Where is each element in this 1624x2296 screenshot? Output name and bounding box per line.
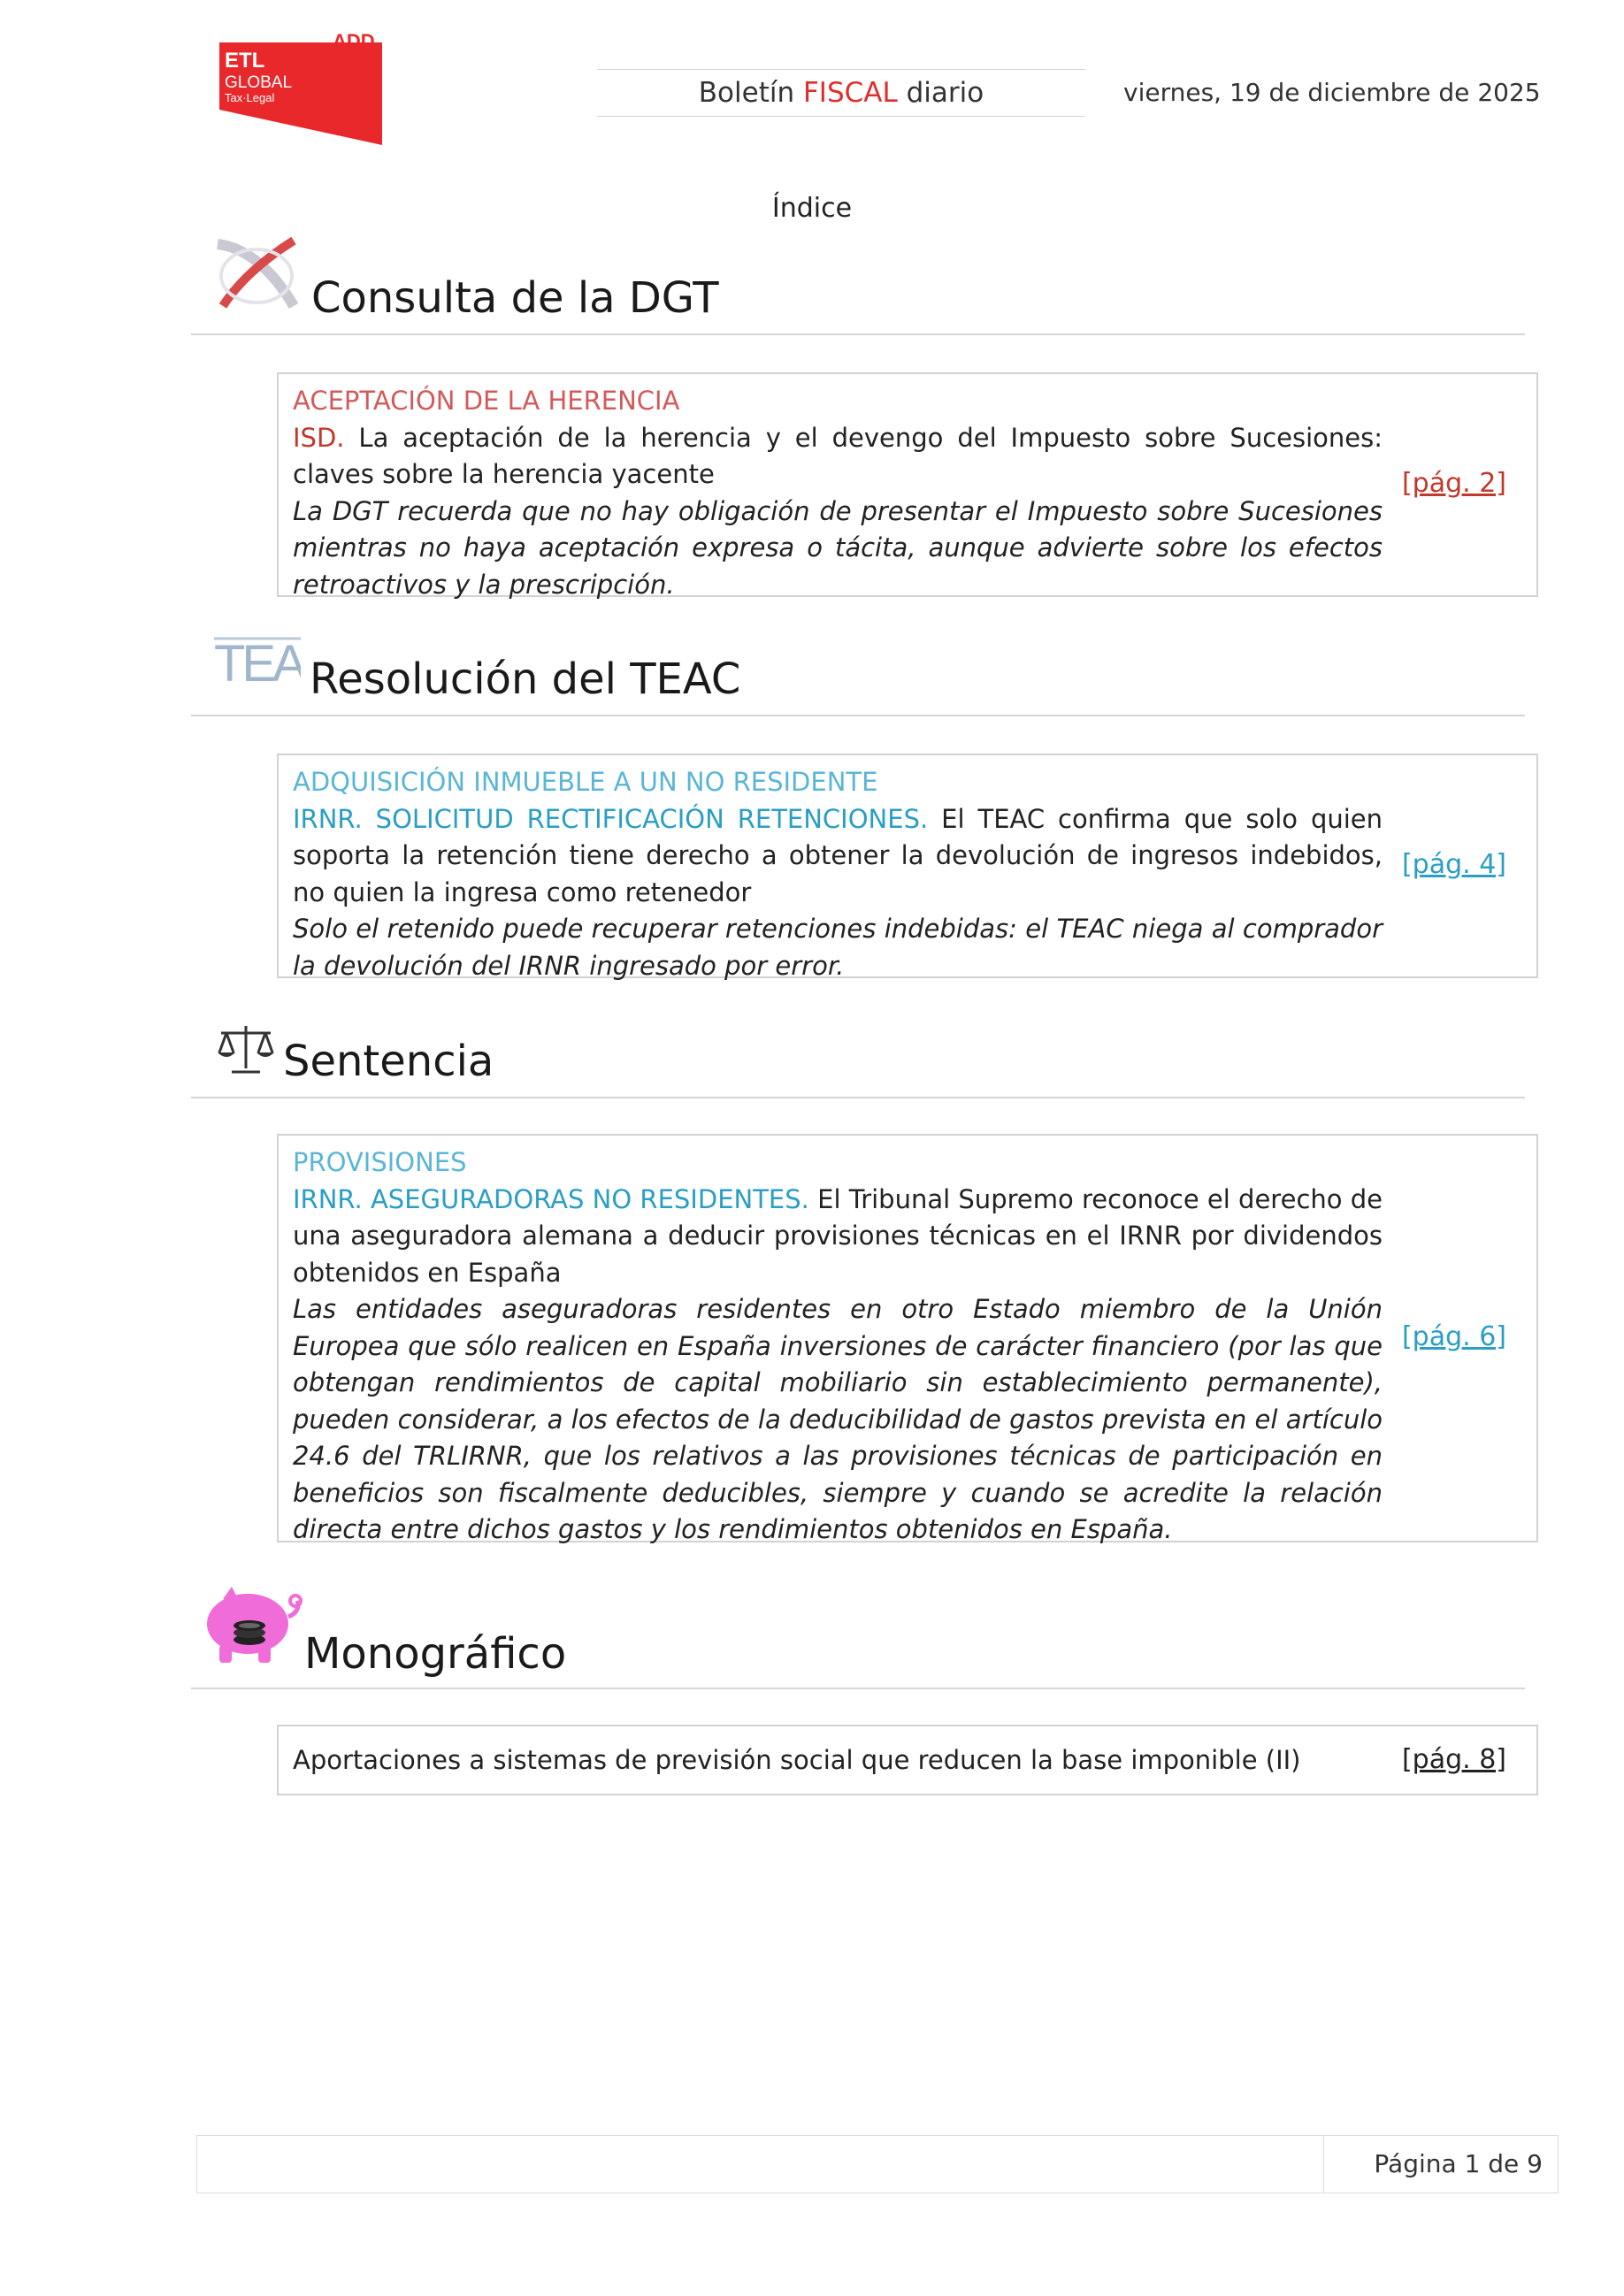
svg-text:ADD: ADD <box>333 34 375 52</box>
piggy-bank-icon <box>196 1581 308 1670</box>
bulletin-title: Boletín FISCAL diario <box>597 69 1085 117</box>
aeat-icon <box>212 232 301 317</box>
entry-category: ACEPTACIÓN DE LA HERENCIA <box>293 386 680 416</box>
svg-text:ETL: ETL <box>225 49 265 73</box>
entry-summary: La DGT recuerda que no hay obligación de presentar el Impuesto sobre Sucesiones mientras no haya aceptación expresa o tácita, aunque advierte sobre los efectos retroactivos y la prescripción. <box>293 495 1383 600</box>
entry-headline: Aportaciones a sistemas de previsión social que reducen la base imponible (II) <box>293 1745 1301 1775</box>
page-footer <box>196 2135 1559 2193</box>
section-title-sentencia: Sentencia <box>283 1037 494 1086</box>
page-link[interactable]: [pág. 6] <box>1401 1321 1506 1352</box>
entry-summary: Las entidades aseguradoras residentes en otro Estado miembro de la Unión Europea que sólo realicen en España inversiones de carácter financiero (por las que obtengan rendimientos de capital mobiliario sin establecimiento permanente), pueden considerar, a los efectos de la deducibilidad de gastos prevista en el artículo 24.6 del TRLIRNR, que los relativos a las provisiones técnicas de participación en beneficios son fiscalmente deducibles, siempre y cuando se acredite la relación directa entre dichos gastos y los rendimientos obtenidos en España. <box>293 1294 1383 1544</box>
page-number: Página 1 de 9 <box>1374 2149 1543 2178</box>
entry-summary: Solo el retenido puede recuperar retenciones indebidas: el TEAC niega al comprador la devolución del IRNR ingresado por error. <box>293 914 1383 981</box>
section-title-dgt: Consulta de la DGT <box>311 273 719 323</box>
index-entry-dgt <box>277 372 1538 600</box>
entry-code: ISD. <box>293 422 345 453</box>
entry-headline: La aceptación de la herencia y el devengo del Impuesto sobre Sucesiones: claves sobre la herencia yacente <box>293 422 1383 489</box>
etl-global-logo <box>219 34 382 145</box>
index-entry-monografico <box>277 1725 1538 1795</box>
entry-category: PROVISIONES <box>293 1147 467 1177</box>
scales-icon <box>216 1021 276 1081</box>
index-entry-sentencia <box>277 1134 1538 1542</box>
entry-code: IRNR. SOLICITUD RECTIFICACIÓN RETENCIONES. <box>293 803 929 834</box>
entry-code: IRNR. ASEGURADORAS NO RESIDENTES. <box>293 1183 809 1214</box>
section-divider <box>191 1097 1525 1098</box>
page-link[interactable]: [pág. 2] <box>1401 468 1506 499</box>
section-title-teac: Resolución del TEAC <box>310 654 741 704</box>
index-entry-teac <box>277 754 1538 981</box>
tea-icon <box>214 633 301 693</box>
svg-text:Tax·Legal: Tax·Legal <box>225 91 275 104</box>
section-divider <box>191 1688 1525 1689</box>
svg-text:GLOBAL: GLOBAL <box>225 73 293 92</box>
entry-headline: El Tribunal Supremo reconoce el derecho de una aseguradora alemana a deducir provisiones técnicas en el IRNR por dividendos obtenidos en España <box>293 1183 1383 1288</box>
page-link[interactable]: [pág. 4] <box>1401 849 1506 880</box>
svg-text:TEA: TEA <box>214 635 301 690</box>
section-title-monografico: Monográfico <box>304 1629 567 1679</box>
footer-divider <box>1323 2135 1324 2193</box>
bulletin-date: viernes, 19 de diciembre de 2025 <box>1123 78 1541 107</box>
entry-category: ADQUISICIÓN INMUEBLE A UN NO RESIDENTE <box>293 767 878 797</box>
index-title: Índice <box>771 193 853 224</box>
page-link[interactable]: [pág. 8] <box>1401 1744 1506 1775</box>
entry-headline: El TEAC confirma que solo quien soporta la retención tiene derecho a obtener la devolución de ingresos indebidos, no quien la ingresa como retenedor <box>293 803 1383 907</box>
section-divider <box>191 715 1525 716</box>
section-divider <box>191 333 1525 335</box>
bulletin-title-highlight: FISCAL <box>802 77 898 109</box>
